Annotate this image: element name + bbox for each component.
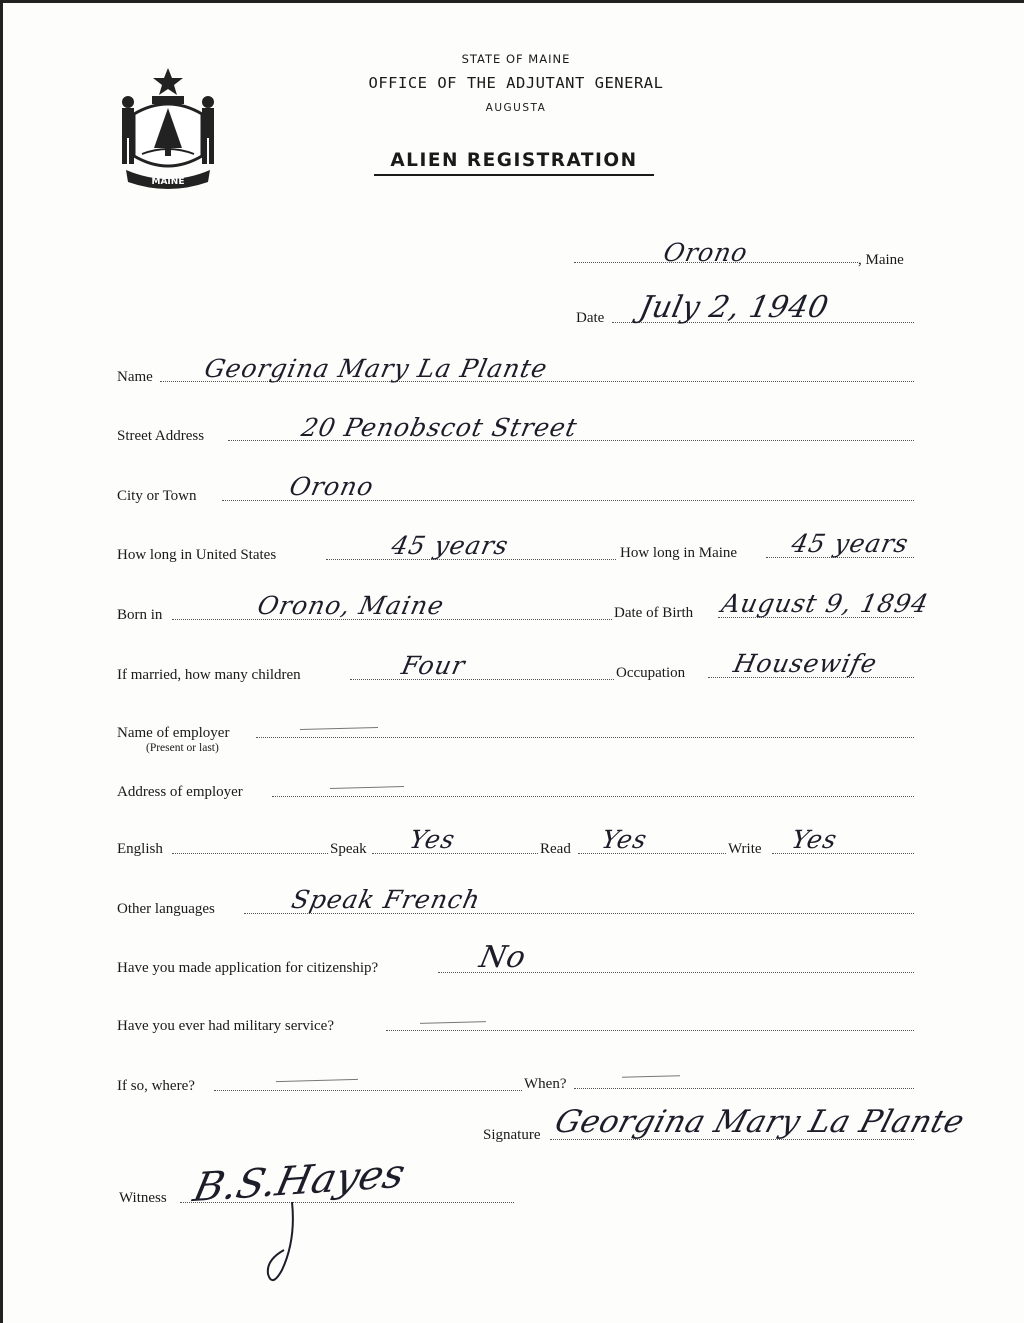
- dob-value: August 9, 1894: [718, 589, 932, 618]
- read-label: Read: [540, 841, 571, 857]
- military-line: [386, 1030, 914, 1031]
- city-value: Orono: [286, 472, 377, 501]
- employer-blank-stroke: [300, 727, 378, 730]
- where-label: If so, where?: [117, 1078, 195, 1094]
- witness-signature-flourish: [262, 1200, 302, 1290]
- citizenship-value: No: [476, 940, 530, 975]
- employer-address-blank-stroke: [330, 786, 404, 789]
- applicant-signature: Georgina Mary La Plante: [550, 1104, 969, 1140]
- when-label: When?: [524, 1076, 567, 1092]
- write-value: Yes: [788, 825, 841, 854]
- other-lang-label: Other languages: [117, 901, 215, 917]
- form-title: ALIEN REGISTRATION: [374, 150, 654, 176]
- employer-address-line: [272, 796, 914, 797]
- when-blank-stroke: [622, 1075, 680, 1078]
- other-lang-value: Speak French: [288, 885, 484, 914]
- date-label: Date: [576, 310, 605, 326]
- seal-banner-text: MAINE: [151, 177, 185, 187]
- when-line: [574, 1088, 914, 1089]
- military-label: Have you ever had military service?: [117, 1018, 334, 1034]
- maine-label: How long in Maine: [620, 545, 738, 561]
- occupation-value: Housewife: [730, 649, 881, 678]
- where-line: [214, 1090, 522, 1091]
- military-blank-stroke: [420, 1021, 486, 1024]
- witness-label: Witness: [119, 1190, 167, 1206]
- date-value: July 2, 1940: [636, 290, 832, 325]
- scan-border-top: [0, 0, 1024, 3]
- employer-line: [256, 737, 914, 738]
- scan-border-left: [0, 0, 3, 1323]
- header-city: AUGUSTA: [485, 102, 547, 114]
- signature-label: Signature: [483, 1127, 541, 1143]
- where-blank-stroke: [276, 1079, 358, 1082]
- street-value: 20 Penobscot Street: [298, 413, 581, 442]
- dob-label: Date of Birth: [614, 605, 694, 621]
- witness-signature: B.S.Hayes: [189, 1150, 410, 1212]
- header-state: STATE OF MAINE: [461, 52, 571, 66]
- born-value: Orono, Maine: [254, 591, 448, 620]
- name-label: Name: [117, 369, 153, 385]
- employer-address-label: Address of employer: [117, 784, 243, 800]
- city-label: City or Town: [117, 488, 197, 504]
- read-value: Yes: [598, 825, 651, 854]
- location-value: Orono: [660, 238, 751, 267]
- header-office: OFFICE OF THE ADJUTANT GENERAL: [368, 74, 664, 92]
- maine-value: 45 years: [788, 529, 912, 558]
- employer-sublabel: (Present or last): [146, 742, 219, 754]
- speak-label: Speak: [330, 841, 367, 857]
- speak-line: [372, 853, 538, 854]
- english-label: English: [117, 841, 163, 857]
- us-value: 45 years: [388, 531, 512, 560]
- location-suffix: , Maine: [858, 252, 904, 268]
- speak-value: Yes: [406, 825, 459, 854]
- name-value: Georgina Mary La Plante: [201, 354, 551, 383]
- born-label: Born in: [117, 607, 163, 623]
- maine-state-seal-icon: [112, 64, 224, 194]
- write-label: Write: [728, 841, 762, 857]
- employer-label: Name of employer: [117, 725, 230, 741]
- street-label: Street Address: [117, 428, 205, 444]
- english-line: [172, 853, 328, 854]
- children-value: Four: [398, 651, 469, 680]
- citizenship-label: Have you made application for citizenship?: [117, 960, 379, 976]
- children-label: If married, how many children: [117, 667, 301, 683]
- occupation-label: Occupation: [616, 665, 686, 681]
- children-line: [350, 679, 614, 680]
- us-label: How long in United States: [117, 547, 277, 563]
